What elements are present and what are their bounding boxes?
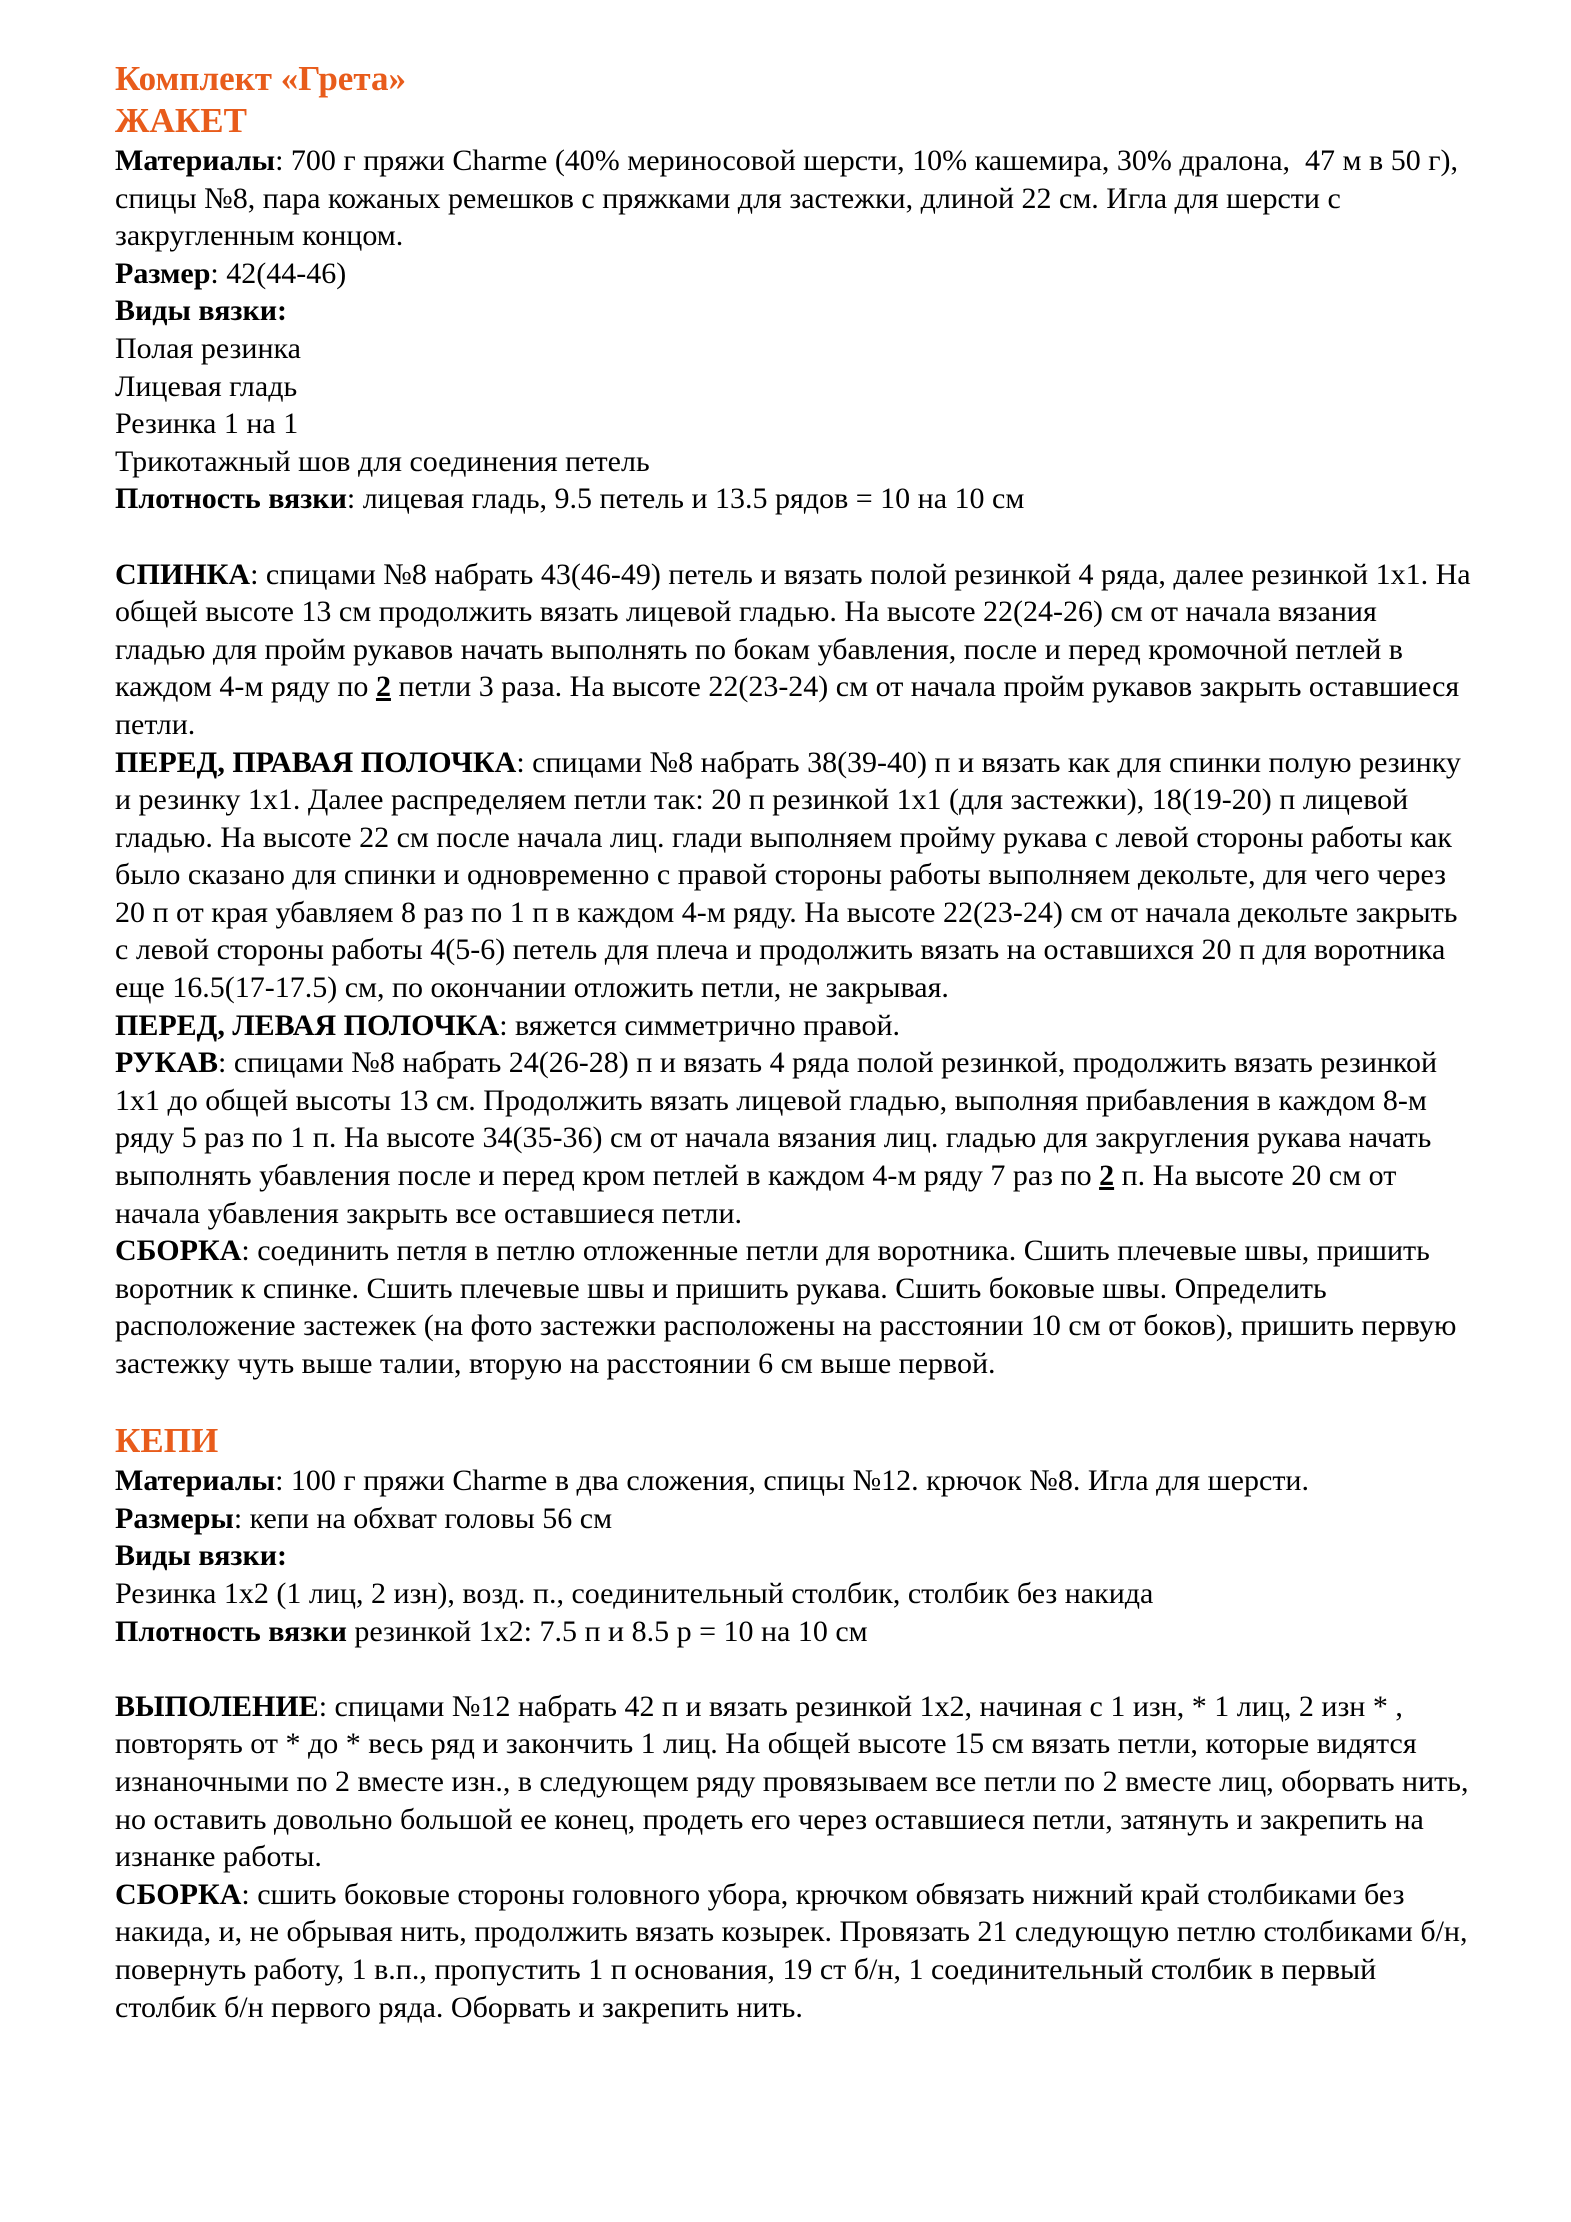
size-paragraph: [115, 255, 1471, 293]
run-label: КЕПИ: [115, 1421, 219, 1461]
stitch-type-item: [115, 368, 1471, 406]
run-text: резинкой 1х2: 7.5 п и 8.5 р = 10 на 10 см: [346, 1614, 868, 1648]
run-label: ЖАКЕТ: [115, 101, 247, 140]
document-content: [115, 58, 1479, 2026]
run-number-emphasis: 2: [1099, 1159, 1115, 1193]
gauge-paragraph: [115, 480, 1471, 518]
front-left-paragraph: [115, 1007, 1471, 1045]
stitch-type-item: [115, 1575, 1471, 1613]
run-label: СБОРКА: [115, 1877, 242, 1911]
run-label: Размер: [115, 256, 211, 290]
stitch-type-item: [115, 330, 1471, 368]
run-text: Лицевая гладь: [115, 369, 298, 403]
spacer: [115, 1383, 1471, 1421]
run-label: СБОРКА: [115, 1234, 242, 1268]
run-text: : сшить боковые стороны головного убора, крючком обвязать нижний край столбиками без накида, и, не обрывая нить, продолжить вязать козырек. Провязать 21 следующую петлю столбиками б/н, повернуть работу, 1 в.п., пропустить 1 п основания, 19 ст б/н, 1 соединительный столбик в первый столбик б/н первого ряда. Оборвать и закрепить нить.: [115, 1877, 1475, 2024]
run-text: Полая резинка: [115, 331, 301, 365]
spacer: [115, 1650, 1471, 1688]
materials-paragraph: [115, 1462, 1471, 1500]
run-text: Резинка 1 на 1: [115, 407, 299, 441]
run-text: Резинка 1х2 (1 лиц, 2 изн), возд. п., соединительный столбик, столбик без накида: [115, 1576, 1154, 1610]
section-heading-cap: [115, 1420, 1471, 1462]
run-label: ПЕРЕД, ПРАВАЯ ПОЛОЧКА: [115, 745, 517, 779]
run-text: : 700 г пряжи Charme (40% мериносовой шерсти, 10% кашемира, 30% дралона, 47 м в 50 г), спицы №8, пара кожаных ремешков с пряжками для застежки, длиной 22 см. Игла для шерсти с закругленным концом.: [115, 144, 1466, 253]
run-number-emphasis: 2: [375, 670, 391, 704]
run-label: Размеры: [115, 1501, 234, 1535]
run-text: : 42(44-46): [210, 256, 347, 290]
run-text: : лицевая гладь, 9.5 петель и 13.5 рядов = 10 на 10 см: [346, 482, 1025, 516]
sleeve-paragraph: [115, 1044, 1471, 1232]
run-label: Виды вязки:: [115, 1539, 288, 1573]
set-title: [115, 58, 1471, 100]
execution-paragraph: [115, 1688, 1476, 1876]
run-label: Комплект «Грета»: [115, 59, 406, 98]
run-label: Материалы: [115, 1464, 276, 1498]
run-text: : спицами №8 набрать 24(26-28) п и вязать 4 ряда полой резинкой, продолжить вязать резинкой 1х1 до общей высоты 13 см. Продолжить вязать лицевой гладью, выполняя прибавления в каждом 8-м ряду 5 раз по 1 п. На высоте 34(35-36) см от начала вязания лиц. гладью для закругления рукава начать выполнять убавления после и перед кром петлей в каждом 4-м ряду 7 раз по: [115, 1046, 1445, 1193]
front-right-paragraph: [115, 744, 1471, 1007]
run-text: : соединить петля в петлю отложенные петли для воротника. Сшить плечевые швы, пришить воротник к спинке. Сшить плечевые швы и пришить рукава. Сшить боковые швы. Определить расположение застежек (на фото застежки расположены на расстоянии 10 см от боков), пришить первую застежку чуть выше талии, вторую на расстоянии 6 см выше первой.: [115, 1234, 1464, 1380]
materials-paragraph: [115, 142, 1471, 255]
assembly-paragraph: [115, 1876, 1475, 2026]
run-text: : вяжется симметрично правой.: [499, 1008, 901, 1042]
run-text: п. На высоте 20 см от начала убавления закрыть все оставшиеся петли.: [115, 1159, 1404, 1230]
run-text: : 100 г пряжи Charme в два сложения, спицы №12. крючок №8. Игла для шерсти.: [275, 1464, 1309, 1498]
run-text: : спицами №8 набрать 43(46-49) петель и вязать полой резинкой 4 ряда, далее резинкой 1х1. На общей высоте 13 см продолжить вязать лицевой гладью. На высоте 22(24-26) см от начала вязания гладью для пройм рукавов начать выполнять по бокам убавления, после и перед кромочной петлей в каждом 4-м ряду по: [115, 557, 1479, 704]
run-text: : спицами №8 набрать 38(39-40) п и вязать как для спинки полую резинку и резинку 1х1. Далее распределяем петли так: 20 п резинкой 1х1 (для застежки), 18(19-20) п лицевой гладью. На высоте 22 см после начала лиц. глади выполняем пройму рукава с левой стороны работы как было сказано для спинки и одновременно с правой стороны работы выполняем декольте, для чего через 20 п от края убавляем 8 раз по 1 п в каждом 4-м ряду. На высоте 22(23-24) см от начала декольте закрыть с левой стороны работы 4(5-6) петель для плеча и продолжить вязать на оставшихся 20 п для воротника еще 16.5(17-17.5) см, по окончании отложить петли, не закрывая.: [115, 745, 1469, 1005]
run-label: РУКАВ: [115, 1046, 219, 1080]
spacer: [115, 518, 1471, 556]
run-label: ВЫПОЛЕНИЕ: [115, 1689, 319, 1723]
run-text: : спицами №12 набрать 42 п и вязать резинкой 1х2, начиная с 1 изн, * 1 лиц, 2 изн * , повторять от * до * весь ряд и закончить 1 лиц. На общей высоте 15 см вязать петли, которые видятся изнаночными по 2 вместе изн., в следующем ряду провязываем все петли по 2 вместе лиц, оборвать нить, но оставить довольно большой ее конец, продеть его через оставшиеся петли, затянуть и закрепить на изнанке работы.: [115, 1689, 1476, 1874]
run-label: Виды вязки:: [115, 294, 288, 328]
stitch-type-item: [115, 443, 1471, 481]
back-paragraph: [115, 556, 1479, 744]
run-text: Трикотажный шов для соединения петель: [115, 444, 650, 478]
run-text: : кепи на обхват головы 56 см: [233, 1501, 613, 1535]
sizes-paragraph: [115, 1500, 1471, 1538]
assembly-paragraph: [115, 1232, 1471, 1382]
run-label: Материалы: [115, 144, 276, 177]
run-label: ПЕРЕД, ЛЕВАЯ ПОЛОЧКА: [115, 1008, 500, 1042]
run-text: петли 3 раза. На высоте 22(23-24) см от начала пройм рукавов закрыть оставшиеся петли.: [115, 670, 1467, 741]
stitch-types-label: [115, 292, 1471, 330]
gauge-paragraph: [115, 1613, 1471, 1651]
stitch-types-label: [115, 1537, 1471, 1575]
run-label: Плотность вязки: [115, 482, 347, 516]
run-label: СПИНКА: [115, 557, 251, 591]
run-label: Плотность вязки: [115, 1614, 347, 1648]
section-heading-jacket: [115, 100, 1471, 142]
stitch-type-item: [115, 405, 1471, 443]
